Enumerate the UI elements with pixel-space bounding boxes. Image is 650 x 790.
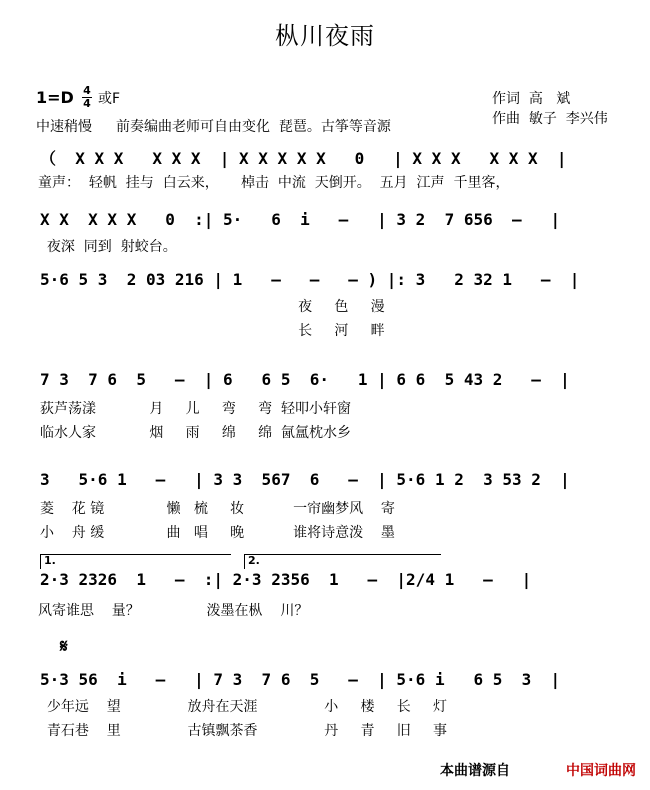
lyricist-credit: 作词 高 斌 (492, 91, 571, 107)
music-row-3: 5·6 5 3 2 03 216 | 1 – – – ) |: 3 2 32 1 – | (40, 270, 580, 289)
lyric-row-2: 夜深 同到 射蛟台。 (38, 239, 177, 255)
performance-note: 前奏编曲老师可自由变化 琵琶。古筝等音源 (116, 119, 391, 135)
music-row-1: （ X X X X X X | X X X X X 0 | X X X X X X | (40, 149, 567, 168)
lyric-row-1: 童声： 轻帆 挂与 白云来， 棹击 中流 天倒开。 五月 江声 千里客， (38, 175, 510, 191)
volta-1-bracket (40, 554, 231, 569)
time-signature (82, 86, 92, 109)
volta-2-bracket (244, 554, 441, 569)
volta-1-label: 1. (44, 554, 56, 567)
lyric-row-6: 风寄谁思 量？ 泼墨在枞 川？ (38, 603, 309, 619)
music-row-6: 2·3 2326 1 – :| 2·3 2356 1 – |2/4 1 – | (40, 570, 532, 589)
time-denominator: 4 (83, 97, 91, 110)
lyric-row-3a: 夜 色 漫 (40, 299, 385, 315)
key-alternate: 或F (98, 91, 121, 107)
volta-2-label: 2. (248, 554, 260, 567)
lyric-row-7a: 少年远 望 放舟在天涯 小 楼 长 灯 (38, 699, 447, 715)
music-row-7: 5·3 56 i – | 7 3 7 6 5 – | 5·6 i 6 5 3 | (40, 670, 561, 689)
lyric-row-4b: 临水人家 烟 雨 绵 绵 氤氲枕水乡 (40, 425, 352, 441)
segno-symbol: 𝄋 (60, 636, 68, 657)
composer-credit: 作曲 敏子 李兴伟 (492, 111, 608, 127)
time-numerator: 4 (83, 84, 91, 97)
music-row-2: X X X X X 0 :| 5· 6 i – | 3 2 7 656 – | (40, 210, 561, 229)
lyric-row-4a: 荻芦荡漾 月 儿 弯 弯 轻叩小轩窗 (40, 401, 352, 417)
key-signature: 1=D (36, 88, 74, 107)
music-row-4: 7 3 7 6 5 – | 6 6 5 6· 1 | 6 6 5 43 2 – | (40, 370, 570, 389)
lyric-row-7b: 青石巷 里 古镇飘茶香 丹 青 旧 事 (38, 723, 447, 739)
page-title: 枞川夜雨 (275, 22, 375, 50)
tempo-marking: 中速稍慢 (36, 119, 92, 135)
lyric-row-5a: 菱 花 镜 懒 梳 妆 一帘幽梦风 寄 (40, 501, 395, 517)
footer-source: 本曲谱源自 (440, 763, 510, 779)
lyric-row-5b: 小 舟 缓 曲 唱 晚 谁将诗意泼 墨 (40, 525, 395, 541)
footer-site-link[interactable]: 中国词曲网 (566, 763, 636, 779)
lyric-row-3b: 长 河 畔 (40, 323, 385, 339)
music-row-5: 3 5·6 1 – | 3 3 567 6 – | 5·6 1 2 3 53 2 | (40, 470, 570, 489)
